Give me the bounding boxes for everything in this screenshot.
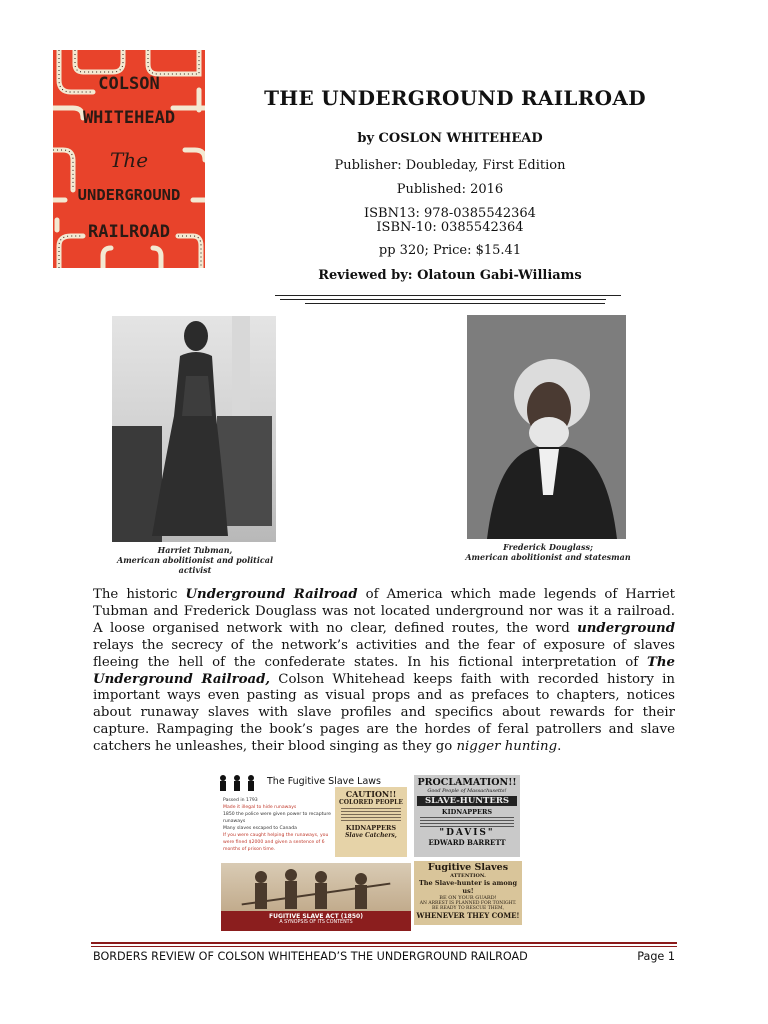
tubman-caption-role: American abolitionist and political activist (117, 555, 273, 575)
fugitive-line2: BE ON YOUR GUARD! (439, 895, 497, 901)
caution-poster (335, 787, 407, 857)
fsl-list (223, 797, 335, 853)
header-divider-top (275, 295, 621, 296)
fsl-item: Made it illegal to hide runaways (223, 805, 297, 810)
page-title: THE UNDERGROUND RAILROAD (264, 86, 646, 110)
body-emphasis-underground: underground (577, 620, 675, 636)
body-text-1: The historic (93, 587, 186, 602)
caution-title: CAUTION!! (345, 789, 397, 799)
cover-author-first: COLSON (98, 74, 160, 94)
caution-sub: COLORED PEOPLE (339, 799, 403, 806)
fugitive-attention: ATTENTION. (450, 873, 486, 879)
reviewer: Reviewed by: Olatoun Gabi-Williams (318, 268, 582, 283)
published-date: Published: 2016 (396, 182, 504, 197)
fugitive-slave-laws-slide (215, 773, 411, 859)
publisher: Publisher: Doubleday, First Edition (334, 158, 566, 173)
photo-harriet-tubman (112, 316, 276, 542)
runaway-silhouette-icon (215, 773, 265, 795)
proclamation-fine-print (420, 817, 514, 827)
fsl-item: Passed in 1793 (223, 798, 258, 803)
proclamation-kidnappers: KIDNAPPERS (441, 808, 493, 816)
proclamation-hunters: SLAVE-HUNTERS (417, 796, 517, 806)
tubman-caption-name: Harriet Tubman, (157, 545, 233, 555)
fsl-item: If you were caught helping the runaways, you were fined $2000 and given a sentence of 6 months of prison time. (223, 833, 329, 852)
body-emphasis-book-title: The Underground Railroad, (93, 654, 675, 687)
act-banner (221, 911, 411, 931)
review-paragraph (93, 587, 675, 756)
header-divider-bottom (305, 303, 605, 304)
act-title: FUGITIVE SLAVE ACT (1850) (269, 913, 363, 920)
fugitive-line3: AN ARREST IS PLANNED FOR TONIGHT. (419, 901, 517, 906)
caution-fine-print (341, 808, 401, 822)
proclamation-sub: Good People of Massachusetts! (427, 788, 507, 794)
isbn13: ISBN13: 978-0385542364 (364, 206, 536, 221)
cover-title-the: The (109, 148, 149, 172)
body-text-4: Colson Whitehead keeps faith with recorded history in important ways even pasting as visual props and as prefaces to chapters, notices about runaway slaves with slave profiles and specifics about rewards for their capture. Rampaging the book’s pages are the hordes of feral patrollers and slave catchers he unleashes, their blood singing as they go (93, 671, 675, 755)
fugitive-title: Fugitive Slaves (427, 862, 509, 873)
tubman-figure (112, 316, 276, 542)
page-number: Page 1 (637, 950, 675, 963)
douglass-figure (467, 315, 626, 539)
body-text-5: . (557, 739, 562, 755)
tubman-caption (105, 545, 285, 575)
footer-rule (91, 942, 677, 944)
douglass-caption-name: Frederick Douglass; (503, 542, 593, 552)
body-emphasis-quote: nigger hunting (456, 739, 558, 755)
fugitive-slave-act-image (221, 863, 411, 931)
fsl-title: The Fugitive Slave Laws (267, 776, 381, 787)
byline: by COSLON WHITEHEAD (357, 131, 543, 146)
fsl-item: Many slaves escaped to Canada (223, 826, 297, 831)
fugitive-line4: BE READY TO RESCUE THEM, (431, 906, 505, 911)
proclamation-name2: EDWARD BARRETT (428, 838, 506, 847)
body-emphasis-underground-railroad: Underground Railroad (185, 587, 358, 602)
fugitive-slaves-poster (414, 861, 522, 925)
header-divider-middle (280, 299, 606, 300)
proclamation-name1: "DAVIS" (439, 828, 495, 838)
act-sub: A SYNOPSIS OF ITS CONTENTS (279, 920, 353, 925)
cover-author-last: WHITEHEAD (82, 108, 176, 128)
douglass-caption-role: American abolitionist and statesman (465, 552, 631, 562)
fugitive-line5: WHENEVER THEY COME! (416, 911, 520, 920)
body-text-3: relays the secrecy of the network’s activities and the fear of exposure of slaves fleeing the hell of the confederate states. In his fictional interpretation of (93, 637, 675, 670)
douglass-caption (455, 542, 641, 562)
footer-title: BORDERS REVIEW OF COLSON WHITEHEAD’S THE UNDERGROUND RAILROAD (93, 950, 528, 963)
caution-mid: KIDNAPPERS (345, 824, 397, 832)
cover-title-word2: RAILROAD (88, 222, 170, 242)
proclamation-poster (414, 775, 520, 857)
pages-price: pp 320; Price: $15.41 (378, 243, 522, 258)
body-text-2: of America which made legends of Harriet Tubman and Frederick Douglass was not located underground nor was it a railroad. A loose organised network with no clear, defined routes, the word (93, 587, 675, 636)
isbn10: ISBN-10: 0385542364 (376, 220, 524, 235)
proclamation-title: PROCLAMATION!! (417, 777, 517, 788)
book-cover (53, 50, 205, 268)
photo-frederick-douglass (467, 315, 626, 539)
fugitive-line1: The Slave-hunter is among us! (418, 879, 518, 895)
footer-rule-thin (91, 946, 677, 947)
caution-bottom: Slave Catchers, (345, 832, 397, 839)
cover-title-word1: UNDERGROUND (77, 186, 181, 204)
fsl-item: 1850 the police were given power to recapture runaways (223, 812, 331, 824)
